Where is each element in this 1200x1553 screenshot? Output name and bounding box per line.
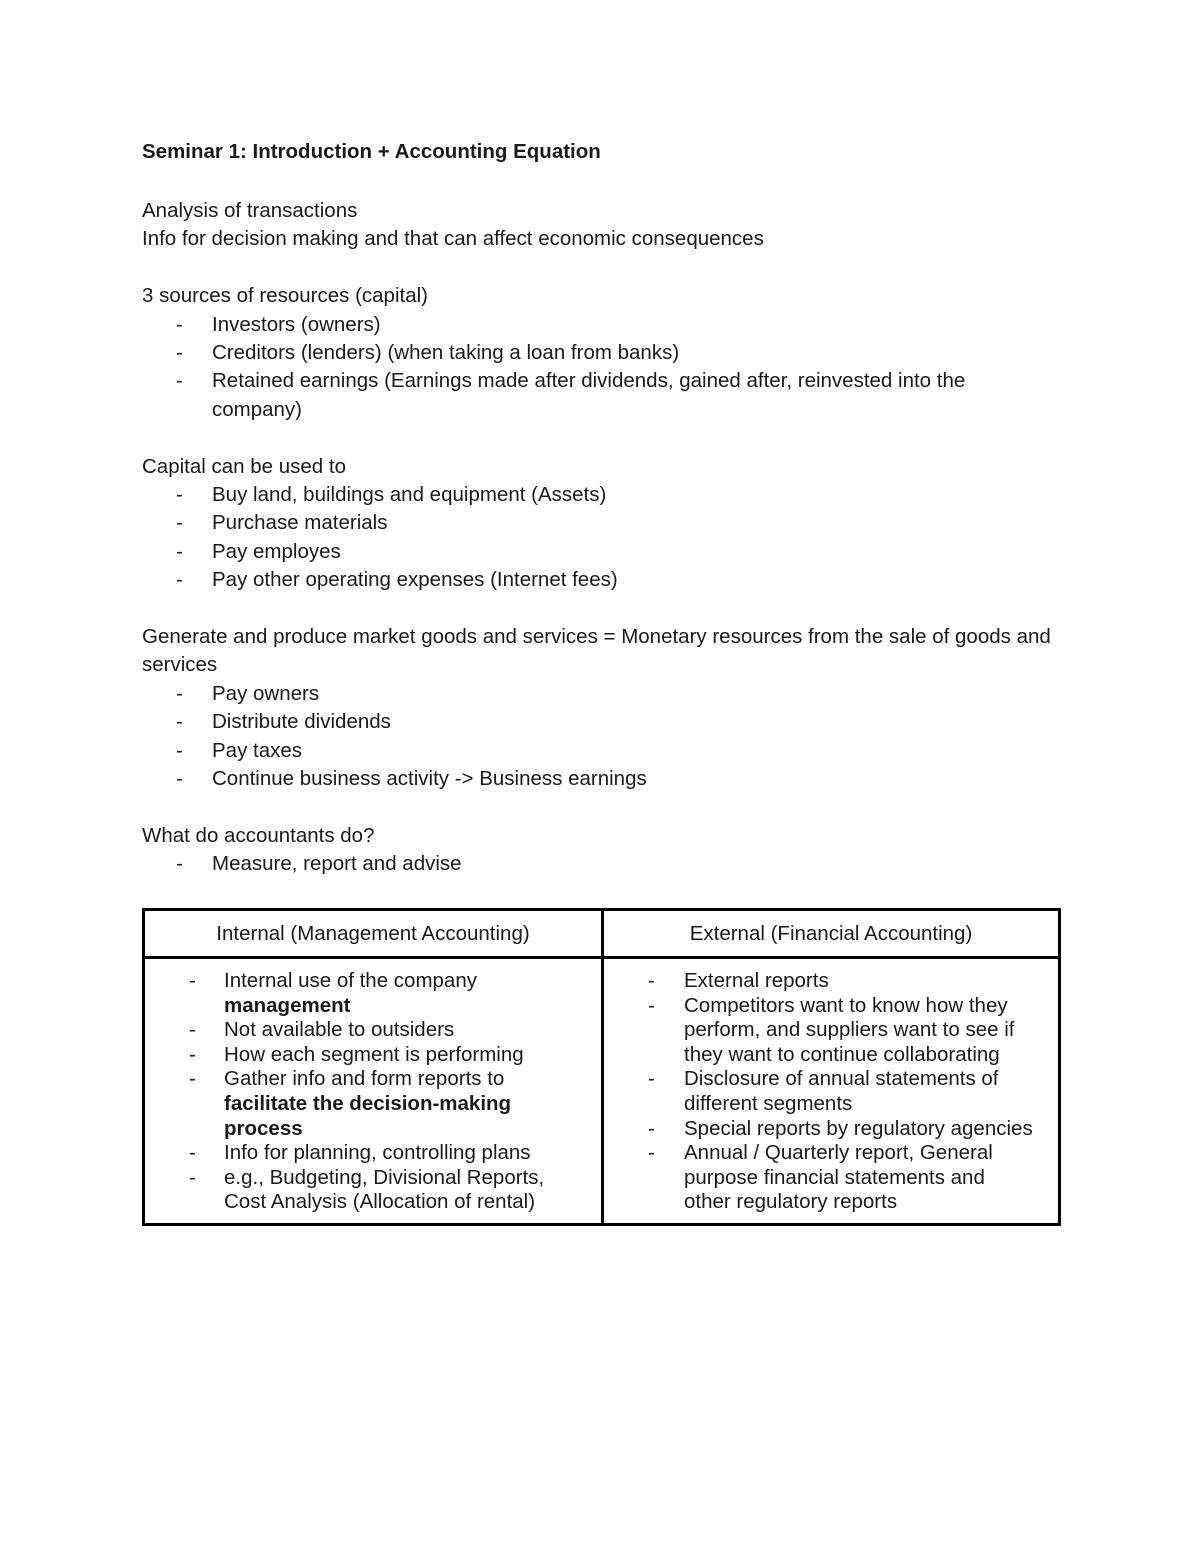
accountants-list — [142, 850, 1072, 878]
list-item: - Measure, report and advise — [142, 850, 1072, 878]
list-item: - e.g., Budgeting, Divisional Reports, Cost Analysis (Allocation of rental) — [145, 1166, 565, 1215]
list-item: - Buy land, buildings and equipment (Assets) — [142, 481, 1072, 509]
list-item: - Pay employes — [142, 538, 1072, 566]
accountants-heading: What do accountants do? — [142, 823, 375, 847]
page-title: Seminar 1: Introduction + Accounting Equation — [142, 140, 601, 163]
generate-list — [142, 680, 1072, 794]
external-cell — [604, 969, 1064, 1215]
list-item: - Special reports by regulatory agencies — [604, 1117, 1064, 1142]
list-item-emphasis: management — [224, 993, 351, 1017]
accounting-comparison-table — [142, 908, 1061, 1226]
capital-heading: Capital can be used to — [142, 454, 346, 478]
list-item-text: Internal use of the company — [224, 969, 477, 992]
list-item: - Disclosure of annual statements of different segments — [604, 1067, 1064, 1116]
list-item: - Not available to outsiders — [145, 1018, 565, 1043]
document-body — [142, 138, 1072, 879]
list-item: - Info for planning, controlling plans — [145, 1141, 565, 1166]
internal-list — [145, 969, 565, 1215]
list-item: - Distribute dividends — [142, 708, 1072, 736]
list-item: - Competitors want to know how they perform, and suppliers want to see if they want to continue collaborating — [604, 994, 1064, 1068]
generate-heading: Generate and produce market goods and services = Monetary resources from the sale of goods and services — [142, 625, 1051, 677]
sources-heading: 3 sources of resources (capital) — [142, 284, 428, 308]
list-item — [145, 969, 565, 1018]
list-item: - Pay taxes — [142, 737, 1072, 765]
list-item — [145, 1067, 565, 1141]
list-item: - External reports — [604, 969, 1064, 994]
list-item: - Continue business activity -> Business earnings — [142, 765, 1072, 793]
sources-list — [142, 311, 1072, 425]
list-item: - Retained earnings (Earnings made after dividends, gained after, reinvested into the company) — [142, 367, 1072, 424]
intro-line-1: Analysis of transactions — [142, 199, 358, 222]
list-item-emphasis: facilitate the decision-making process — [224, 1091, 512, 1140]
external-header: External (Financial Accounting) — [689, 922, 973, 945]
intro-line-2: Info for decision making and that can affect economic consequences — [142, 227, 764, 251]
list-item: - Pay other operating expenses (Internet fees) — [142, 566, 1072, 594]
list-item: - Purchase materials — [142, 509, 1072, 537]
capital-list — [142, 481, 1072, 595]
internal-header: Internal (Management Accounting) — [216, 922, 530, 945]
internal-cell — [145, 969, 565, 1215]
list-item-text: Gather info and form reports to — [224, 1067, 505, 1091]
list-item: - Investors (owners) — [142, 311, 1072, 339]
list-item: - Pay owners — [142, 680, 1072, 708]
list-item: - How each segment is performing — [145, 1043, 565, 1068]
list-item: - Creditors (lenders) (when taking a loan from banks) — [142, 339, 1072, 367]
list-item: - Annual / Quarterly report, General purpose financial statements and other regulatory reports — [604, 1141, 1064, 1215]
external-list — [604, 969, 1064, 1215]
